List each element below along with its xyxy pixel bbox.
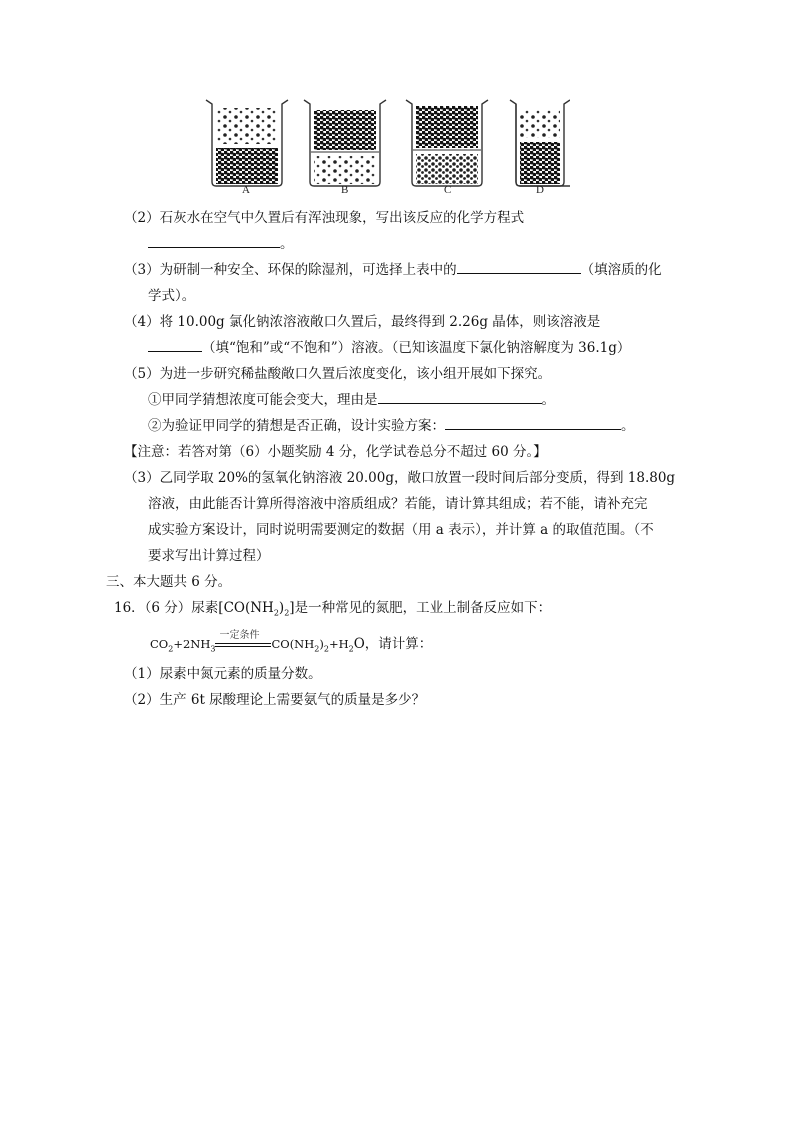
q16-part2: （2）生产 6t 尿酸理论上需要氨气的质量是多少？ (124, 692, 426, 708)
eq-co2: CO (150, 637, 169, 651)
q16-intro-b: ) (278, 600, 285, 616)
question-5 (124, 362, 551, 382)
q5-sub1-end: 。 (541, 392, 555, 408)
q16-intro-c: ]是一种常见的氮肥，工业上制备反应如下： (289, 600, 552, 616)
section-3-heading: 三、本大题共 6 分。 (106, 574, 232, 590)
eq-arrow (215, 630, 271, 652)
beaker-d (510, 100, 570, 186)
q3b-number: （3） (124, 470, 160, 486)
q4-text: 将 10.00g 氯化钠浓溶液敞口久置后，最终得到 2.26g 晶体，则该溶液是 (159, 314, 601, 330)
reaction-equation (150, 632, 432, 653)
eq-urea-sub: 2 (314, 644, 320, 654)
q3-blank[interactable] (457, 259, 581, 274)
q2-number: （2） (124, 210, 160, 226)
q3b-line4: 要求写出计算过程） (148, 548, 270, 564)
q3b-line1: 乙同学取 20%的氢氧化钠溶液 20.00g，敞口放置一段时间后部分变质，得到 18.80g (159, 470, 676, 486)
q2-answer-line (148, 232, 294, 252)
q5-sub2-blank[interactable] (445, 415, 621, 430)
q5-sub1-text: ①甲同学猜想浓度可能会变大，理由是 (148, 392, 378, 408)
question-4 (124, 310, 600, 330)
eq-urea-b: ) (319, 637, 324, 651)
beaker-figure (200, 96, 570, 200)
eq-nh3-sub: 3 (210, 644, 216, 654)
eq-co2-sub: 2 (168, 644, 174, 654)
q3-text: 为研制一种安全、环保的除湿剂，可选择上表中的 (159, 262, 457, 278)
bonus-note: 【注意：若答对第（6）小题奖励 4 分，化学试卷总分不超过 60 分。】 (124, 444, 547, 460)
beaker-a (206, 100, 288, 186)
q16-part1: （1）尿素中氮元素的质量分数。 (124, 666, 322, 682)
eq-urea: CO(NH (271, 637, 315, 651)
q3-text-cont: （填溶质的化 (580, 262, 662, 278)
q5-sub1 (148, 388, 555, 408)
eq-condition: 一定条件 (219, 630, 260, 641)
beaker-c (406, 100, 488, 186)
beakers-illustration (200, 96, 570, 200)
question-2 (124, 206, 524, 226)
q5-sub2-text: ②为验证甲同学的猜想是否正确，设计实验方案： (148, 418, 445, 434)
eq-urea-sub2: 2 (323, 644, 329, 654)
q4-number: （4） (124, 314, 160, 330)
q4-blank[interactable] (148, 337, 202, 352)
q4-text2: （填“饱和”或“不饱和”）溶液。（已知该温度下氯化钠溶解度为 36.1g） (202, 340, 631, 356)
q5-sub2-end: 。 (621, 418, 635, 434)
q3b-line2: 溶液，由此能否计算所得溶液中溶质组成？若能，请计算其组成；若不能，请补充完 (148, 496, 648, 512)
q5-number: （5） (124, 366, 160, 382)
q2-text: 石灰水在空气中久置后有浑浊现象，写出该反应的化学方程式 (159, 210, 525, 226)
label-d: D (536, 184, 544, 196)
q5-sub1-blank[interactable] (378, 389, 542, 404)
q16-intro-a: 16．（6 分）尿素[CO(NH (114, 600, 274, 616)
q2-end: 。 (280, 236, 294, 252)
q5-sub2 (148, 414, 635, 434)
question-3b (124, 466, 675, 486)
label-b: B (341, 184, 349, 196)
q5-text: 为进一步研究稀盐酸敞口久置后浓度变化，该小组开展如下探究。 (159, 366, 552, 382)
q3-number: （3） (124, 262, 160, 278)
q3-line2: 学式）。 (148, 288, 196, 304)
eq-h2o-sub: 2 (348, 644, 354, 654)
question-3 (124, 258, 662, 278)
q2-blank[interactable] (148, 233, 280, 248)
q16-intro-sub: 2 (273, 608, 279, 618)
beaker-b (304, 100, 386, 186)
label-c: C (444, 184, 452, 196)
question-16 (114, 596, 551, 618)
q3b-line3: 成实验方案设计，同时说明需要测定的数据（用 a 表示），并计算 a 的取值范围。（不 (148, 522, 654, 538)
q4-line2 (148, 336, 630, 356)
eq-tail: O，请计算： (353, 636, 433, 652)
eq-h2o: +H (328, 637, 349, 651)
label-a: A (242, 184, 250, 196)
eq-nh3: +2NH (173, 637, 211, 651)
q16-intro-sub2: 2 (284, 608, 290, 618)
